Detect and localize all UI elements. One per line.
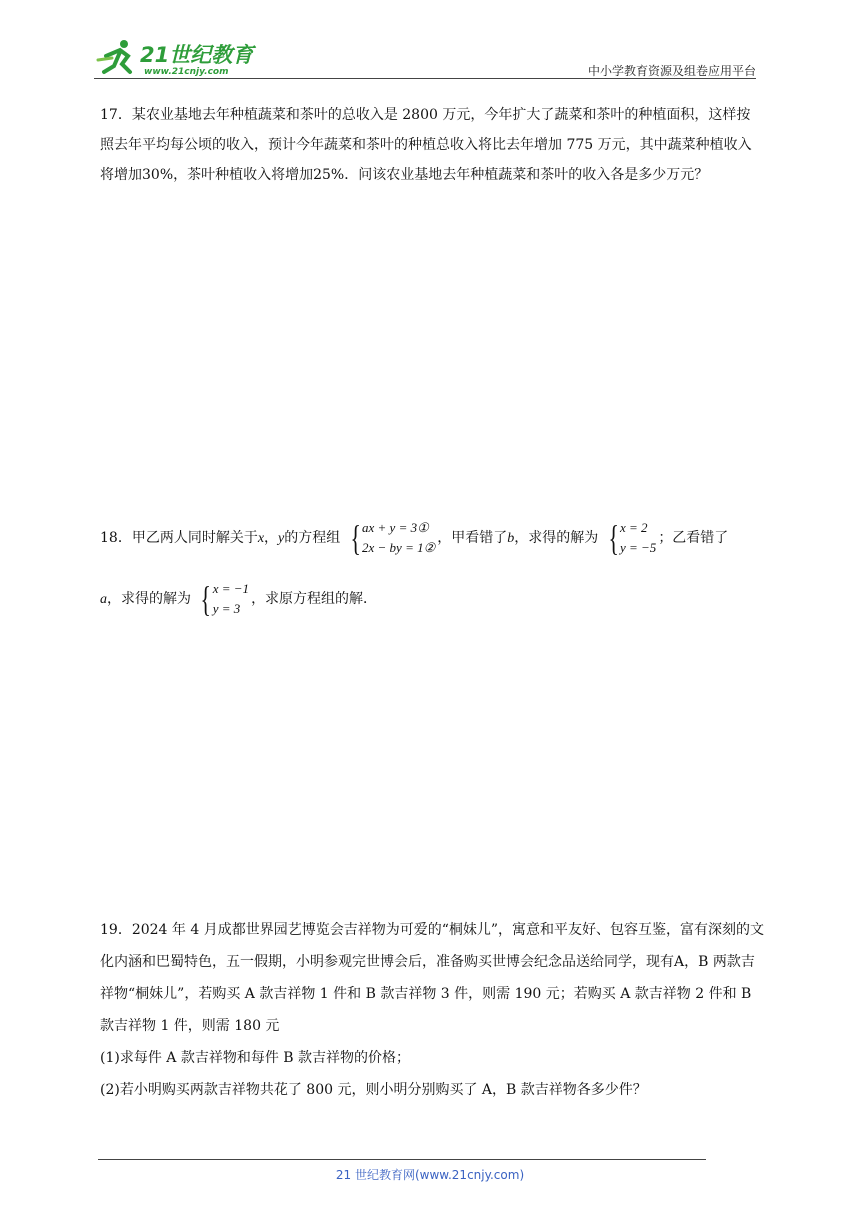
question-19-part-1: (1)求每件 A 款吉祥物和每件 B 款吉祥物的价格； — [100, 1050, 411, 1066]
q18-text: ，求得的解为 — [107, 591, 191, 607]
platform-name: 中小学教育资源及组卷应用平台 — [587, 64, 756, 78]
q18-text: 18．甲乙两人同时解关于 — [100, 530, 258, 546]
q18-text: 的方程组 — [284, 530, 341, 546]
solution-2-x: x = −1 — [212, 581, 250, 596]
var-x: x — [257, 531, 265, 546]
solution-jia — [605, 518, 657, 558]
question-19-text: 19．2024 年 4 月成都世界园艺博览会吉祥物为可爱的“桐妹儿”，寓意和平友好、包容互鉴，富有深刻的文化内涵和巴蜀特色，五一假期，小明参观完世博会后，准备购买世博会纪念品送给同学，现有A，B 两款吉祥物“桐妹儿”，若购买 A 款吉祥物 1 件和 B 款吉祥物 3 件，则需 190 元；若购买 A 款吉祥物 2 件和 B 款吉祥物 1 件，则需 180 元 — [100, 922, 765, 1034]
site-logo — [94, 38, 264, 78]
solution-yi — [197, 579, 249, 619]
logo-url: www.21cnjy.com — [144, 67, 229, 77]
q18-text: ，甲看错了 — [437, 530, 508, 546]
var-y: y — [278, 531, 285, 546]
q18-text: ，求得的解为 — [514, 530, 599, 546]
question-17-text: 17．某农业基地去年种植蔬菜和茶叶的总收入是 2800 万元，今年扩大了蔬菜和茶叶的种植面积，这样按照去年平均每公顷的收入，预计今年蔬菜和茶叶的种植总收入将比去年增加 775 万元，其中蔬菜种植收入将增加30%，茶叶种植收入将增加25%．问该农业基地去年种植蔬菜和茶叶的收入各是多少万元？ — [100, 107, 752, 183]
header-divider — [94, 78, 756, 79]
q18-text: ；乙看错了 — [658, 530, 729, 546]
left-brace: { — [200, 579, 212, 619]
left-brace: { — [350, 518, 361, 558]
solution-1-y: y = −5 — [619, 540, 657, 555]
question-18 — [100, 508, 764, 630]
equation-2: 2x − by = 1② — [362, 540, 436, 555]
q18-sep: ， — [264, 530, 279, 546]
solution-2-y: y = 3 — [212, 601, 241, 616]
footer-link[interactable]: 21 世纪教育网(www.21cnjy.com) — [335, 1168, 525, 1182]
question-17 — [100, 100, 764, 190]
question-19 — [100, 914, 764, 1106]
logo-text: 21世纪教育 — [140, 43, 254, 67]
solution-1-x: x = 2 — [619, 520, 648, 535]
equation-1: ax + y = 3① — [362, 520, 429, 535]
var-a: a — [100, 592, 107, 607]
equation-system — [347, 518, 436, 558]
q18-text: ，求原方程组的解． — [251, 591, 378, 607]
var-b: b — [507, 531, 515, 546]
runner-icon — [98, 40, 130, 72]
footer-divider — [98, 1159, 706, 1160]
question-19-part-2: (2)若小明购买两款吉祥物共花了 800 元，则小明分别购买了 A，B 款吉祥物各多少件？ — [100, 1082, 647, 1098]
left-brace: { — [608, 518, 619, 558]
